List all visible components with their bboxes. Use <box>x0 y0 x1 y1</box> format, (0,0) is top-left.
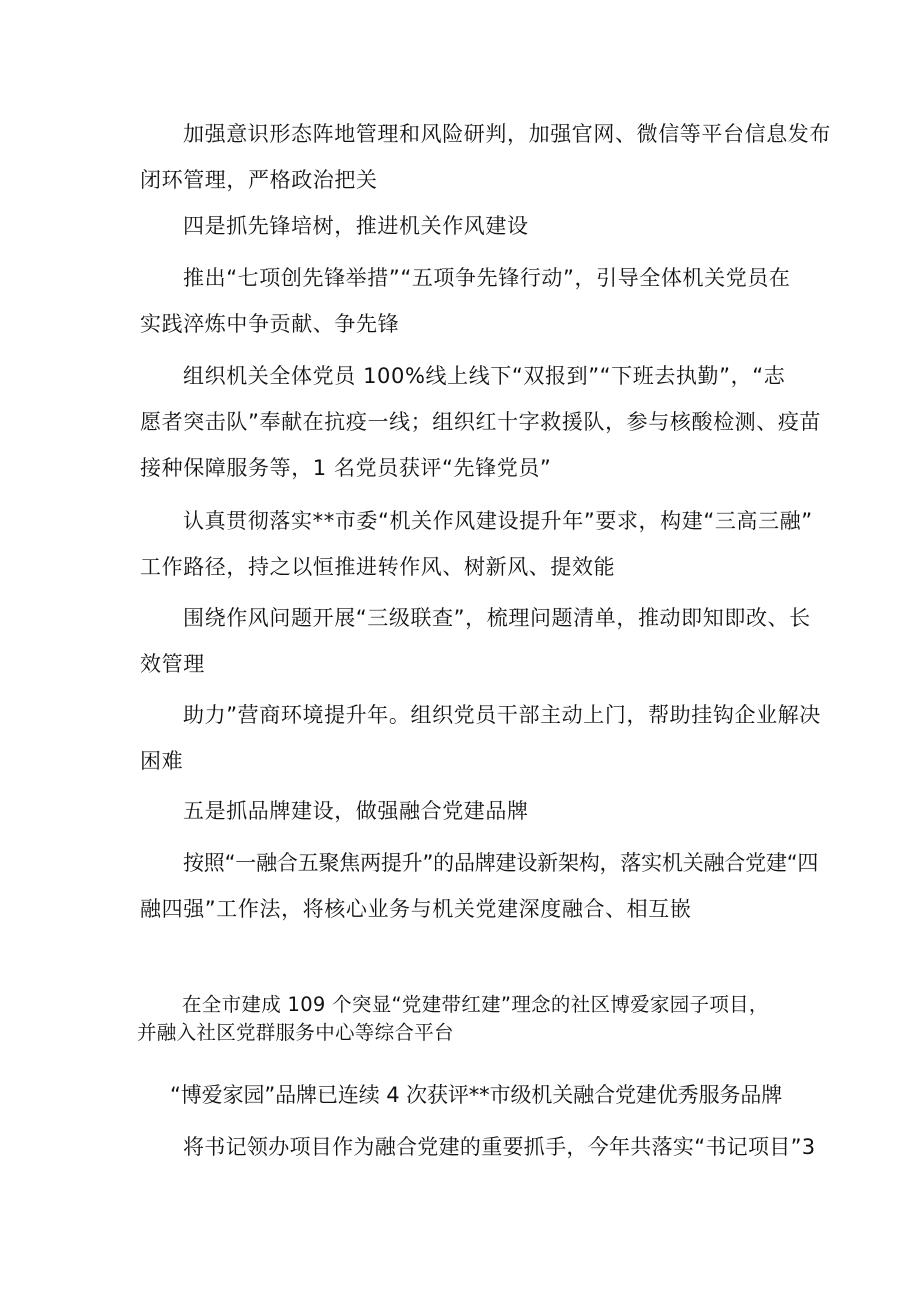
text-line: 实践淬炼中争贡献、争先锋 <box>140 312 400 336</box>
text-line: 困难 <box>140 749 184 773</box>
paragraph <box>140 353 822 491</box>
paragraph <box>140 111 831 203</box>
text-line: 认真贯彻落实**市委“机关作风建设提升年”要求，构建“三高三融” <box>183 509 813 533</box>
text-line: 接种保障服务等，1 名党员获评“先锋党员” <box>140 456 552 480</box>
paragraph <box>170 1072 782 1118</box>
text-line: 工作路径，持之以恒推进转作风、树新风、提效能 <box>140 555 616 579</box>
text-line: 愿者突击队”奉献在抗疫一线；组织红十字救援队，参与核酸检测、疫苗 <box>140 410 822 434</box>
paragraph <box>140 595 811 687</box>
paragraph <box>140 692 821 784</box>
paragraph <box>137 991 769 1047</box>
text-line: 将书记领办项目作为融合党建的重要抓手，今年共落实“书记项目”3 <box>183 1135 816 1159</box>
section-heading <box>183 203 529 249</box>
paragraph <box>140 840 819 932</box>
text-line: 融四强”工作法，将核心业务与机关党建深度融合、相互嵌 <box>140 897 692 921</box>
text-line: 组织机关全体党员 100%线上线下“双报到”“下班去执勤”，“志 <box>183 364 786 388</box>
section-heading <box>183 788 529 834</box>
paragraph <box>140 255 791 347</box>
text-line: 并融入社区党群服务中心等综合平台 <box>137 1021 454 1044</box>
text-line: 围绕作风问题开展“三级联查”，梳理问题清单，推动即知即改、长 <box>183 606 811 630</box>
paragraph <box>183 1124 815 1170</box>
text-line: 在全市建成 109 个突显“党建带红建”理念的社区博爱家园子项目， <box>182 993 769 1016</box>
text-line: 助力”营商环境提升年。组织党员干部主动上门，帮助挂钩企业解决 <box>183 703 821 727</box>
paragraph <box>140 498 813 590</box>
text-line: 效管理 <box>140 652 205 676</box>
text-line: 按照“一融合五聚焦两提升”的品牌建设新架构，落实机关融合党建“四 <box>183 851 819 875</box>
text-line: 加强意识形态阵地管理和风险研判，加强官网、微信等平台信息发布 <box>183 122 831 146</box>
text-line: 推出“七项创先锋举措”“五项争先锋行动”，引导全体机关党员在 <box>183 266 791 290</box>
text-line: “博爱家园”品牌已连续 4 次获评**市级机关融合党建优秀服务品牌 <box>170 1083 783 1107</box>
text-line: 闭环管理，严格政治把关 <box>140 168 378 192</box>
text-line: 五是抓品牌建设，做强融合党建品牌 <box>183 799 529 823</box>
text-line: 四是抓先锋培树，推进机关作风建设 <box>183 214 529 238</box>
